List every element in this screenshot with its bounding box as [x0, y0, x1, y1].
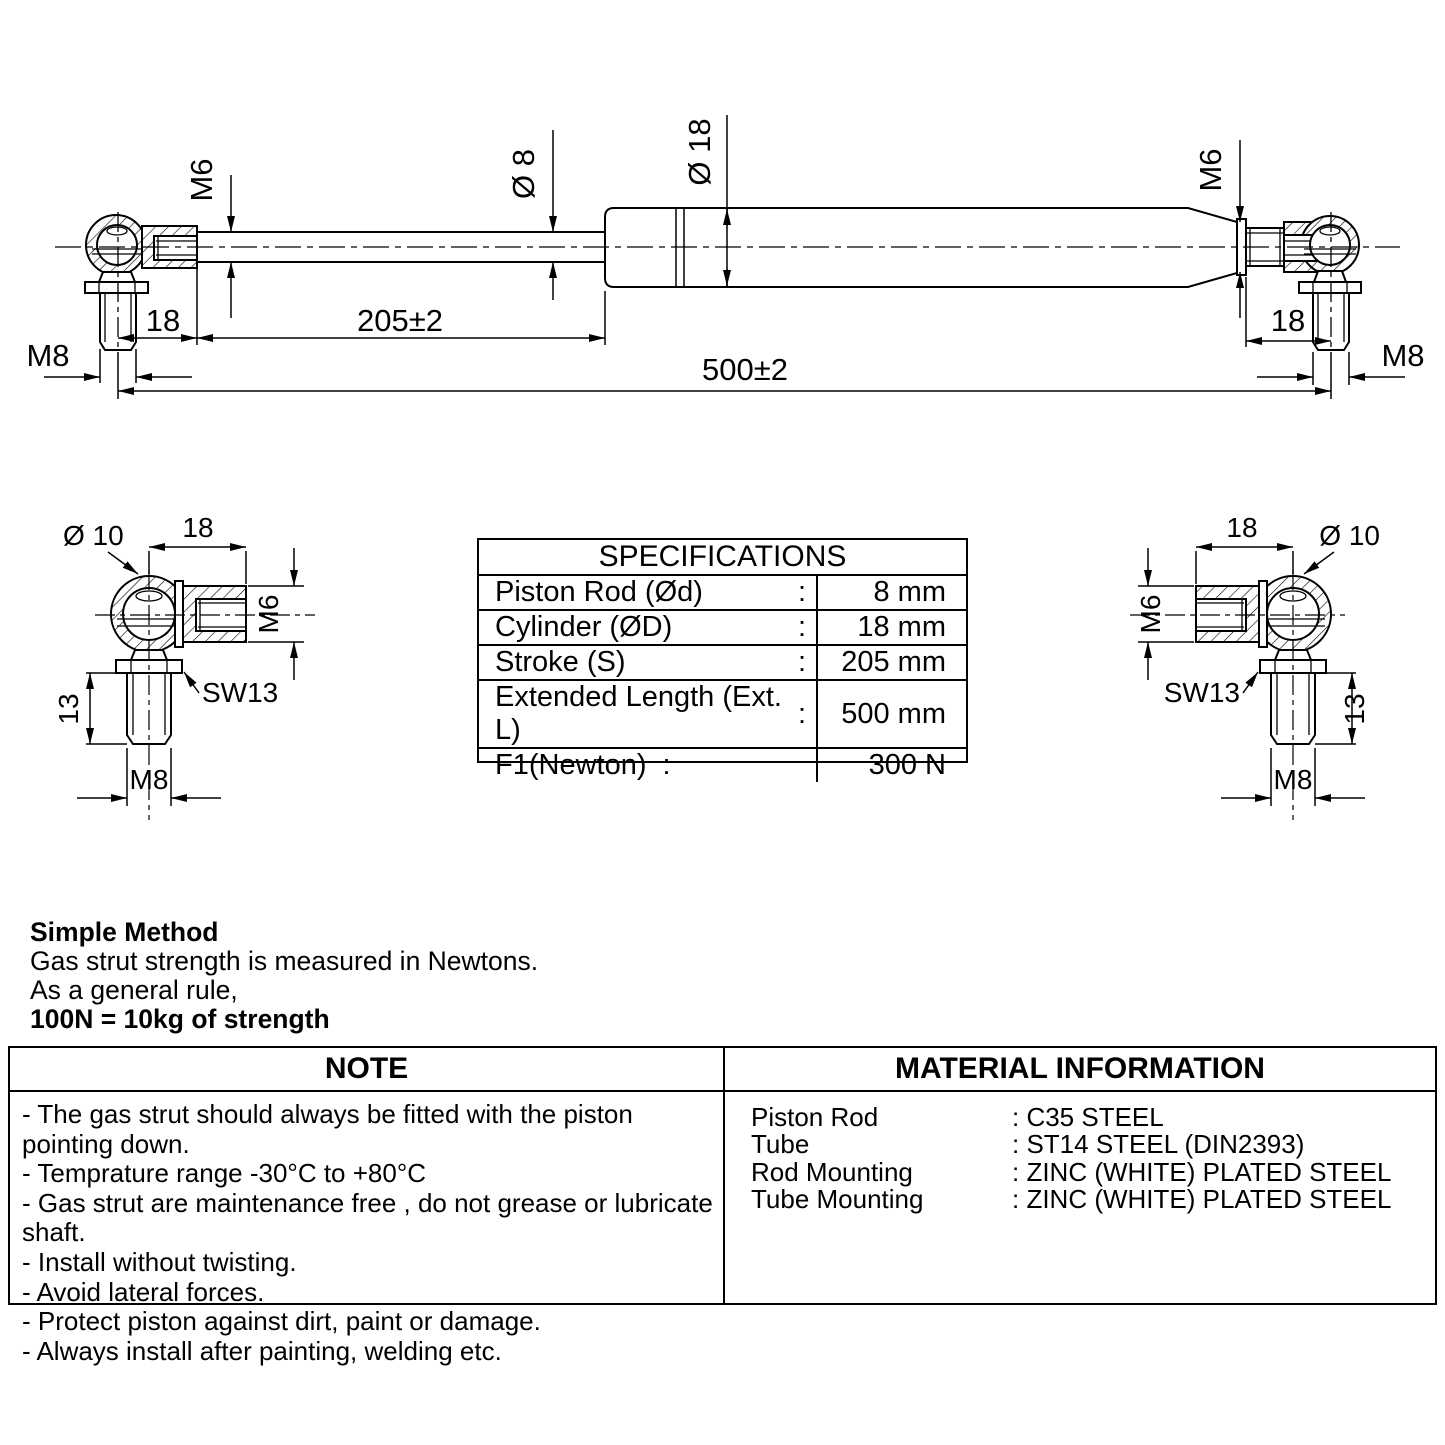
dim-18-left: 18 [145, 303, 181, 338]
detail-right-18: 18 [1226, 512, 1258, 543]
dim-m8-left: M8 [26, 338, 70, 373]
material-row [751, 1104, 1425, 1131]
note-item: - Gas strut are maintenance free , do not grease or lubricate shaft. [22, 1187, 713, 1248]
dim-dia8: Ø 8 [506, 149, 541, 199]
material-value: : ST14 STEEL (DIN2393) [1012, 1129, 1305, 1160]
note-material-table [8, 1046, 1437, 1366]
detail-right-13: 13 [1339, 693, 1370, 725]
note-item: - Protect piston against dirt, paint or damage. [22, 1306, 541, 1337]
detail-right-sw13: SW13 [1163, 677, 1240, 708]
dim-m8-right: M8 [1381, 338, 1425, 373]
spec-value-piston-rod: 8 mm [873, 576, 946, 608]
note-item: - Avoid lateral forces. [22, 1276, 265, 1307]
spec-label-f1-newton: F1(Newton) [495, 749, 647, 781]
material-information-title: MATERIAL INFORMATION [895, 1052, 1265, 1085]
material-value: : ZINC (WHITE) PLATED STEEL [1012, 1156, 1392, 1187]
specifications-table [477, 538, 968, 781]
spec-label-extended-length: Extended Length (Ext. L) [495, 681, 782, 746]
spec-colon: : [797, 611, 806, 643]
spec-row-piston-rod [479, 576, 966, 611]
detail-right-m6: M6 [1135, 594, 1166, 634]
spec-colon: : [662, 749, 671, 781]
spec-row-cylinder [479, 611, 966, 646]
detail-left-sw13: SW13 [202, 677, 279, 708]
simple-method-title: Simple Method [30, 917, 219, 947]
spec-value-f1-newton: 300 N [868, 749, 946, 781]
material-label: Rod Mounting [751, 1156, 913, 1187]
dim-m6-left: M6 [184, 158, 219, 202]
spec-value-cylinder: 18 mm [857, 611, 946, 643]
spec-row-stroke [479, 646, 966, 681]
detail-right-m8: M8 [1273, 764, 1313, 795]
dim-dia18: Ø 18 [682, 118, 717, 186]
note-item: - The gas strut should always be fitted with the piston pointing down. [22, 1099, 633, 1159]
material-value: : C35 STEEL [1012, 1102, 1164, 1132]
spec-label-cylinder: Cylinder (ØD) [495, 611, 673, 643]
gas-strut-main-drawing [0, 0, 1445, 460]
spec-colon: : [797, 697, 806, 730]
material-value: : ZINC (WHITE) PLATED STEEL [1012, 1183, 1392, 1214]
material-list [725, 1092, 1435, 1305]
simple-method-block [30, 918, 538, 1034]
spec-value-extended-length: 500 mm [841, 697, 946, 730]
material-label: Tube [751, 1129, 810, 1160]
spec-row-extended-length [479, 681, 966, 749]
dim-18-right: 18 [1270, 303, 1306, 338]
detail-left-13: 13 [53, 693, 84, 725]
spec-label-piston-rod: Piston Rod (Ød) [495, 576, 703, 608]
detail-left-m6: M6 [253, 594, 284, 634]
simple-method-line: Gas strut strength is measured in Newtons. [30, 946, 539, 976]
spec-colon: : [797, 646, 806, 678]
detail-left-18: 18 [182, 512, 214, 543]
material-row [751, 1156, 1425, 1187]
detail-right-dia10: Ø 10 [1319, 520, 1380, 551]
simple-method-rule: 100N = 10kg of strength [30, 1004, 330, 1034]
note-item: - Always install after painting, welding etc. [22, 1335, 502, 1366]
dim-length: 500±2 [702, 352, 788, 387]
note-item: - Temprature range -30°C to +80°C [22, 1158, 427, 1189]
specifications-title: SPECIFICATIONS [479, 540, 966, 576]
note-list [10, 1092, 725, 1366]
detail-left-dia10: Ø 10 [63, 520, 124, 551]
material-label: Piston Rod [751, 1102, 879, 1132]
dim-m6-right: M6 [1193, 148, 1228, 192]
detail-left-m8: M8 [129, 764, 169, 795]
spec-label-stroke: Stroke (S) [495, 646, 626, 678]
note-item: - Install without twisting. [22, 1246, 297, 1277]
spec-row-f1-newton [479, 749, 966, 782]
material-label: Tube Mounting [751, 1183, 924, 1214]
simple-method-line: As a general rule, [30, 975, 238, 1005]
dim-stroke: 205±2 [357, 303, 443, 338]
spec-value-stroke: 205 mm [841, 646, 946, 678]
material-row [751, 1183, 1425, 1214]
spec-colon: : [797, 576, 806, 608]
material-row [751, 1131, 1425, 1158]
note-title: NOTE [10, 1048, 725, 1090]
